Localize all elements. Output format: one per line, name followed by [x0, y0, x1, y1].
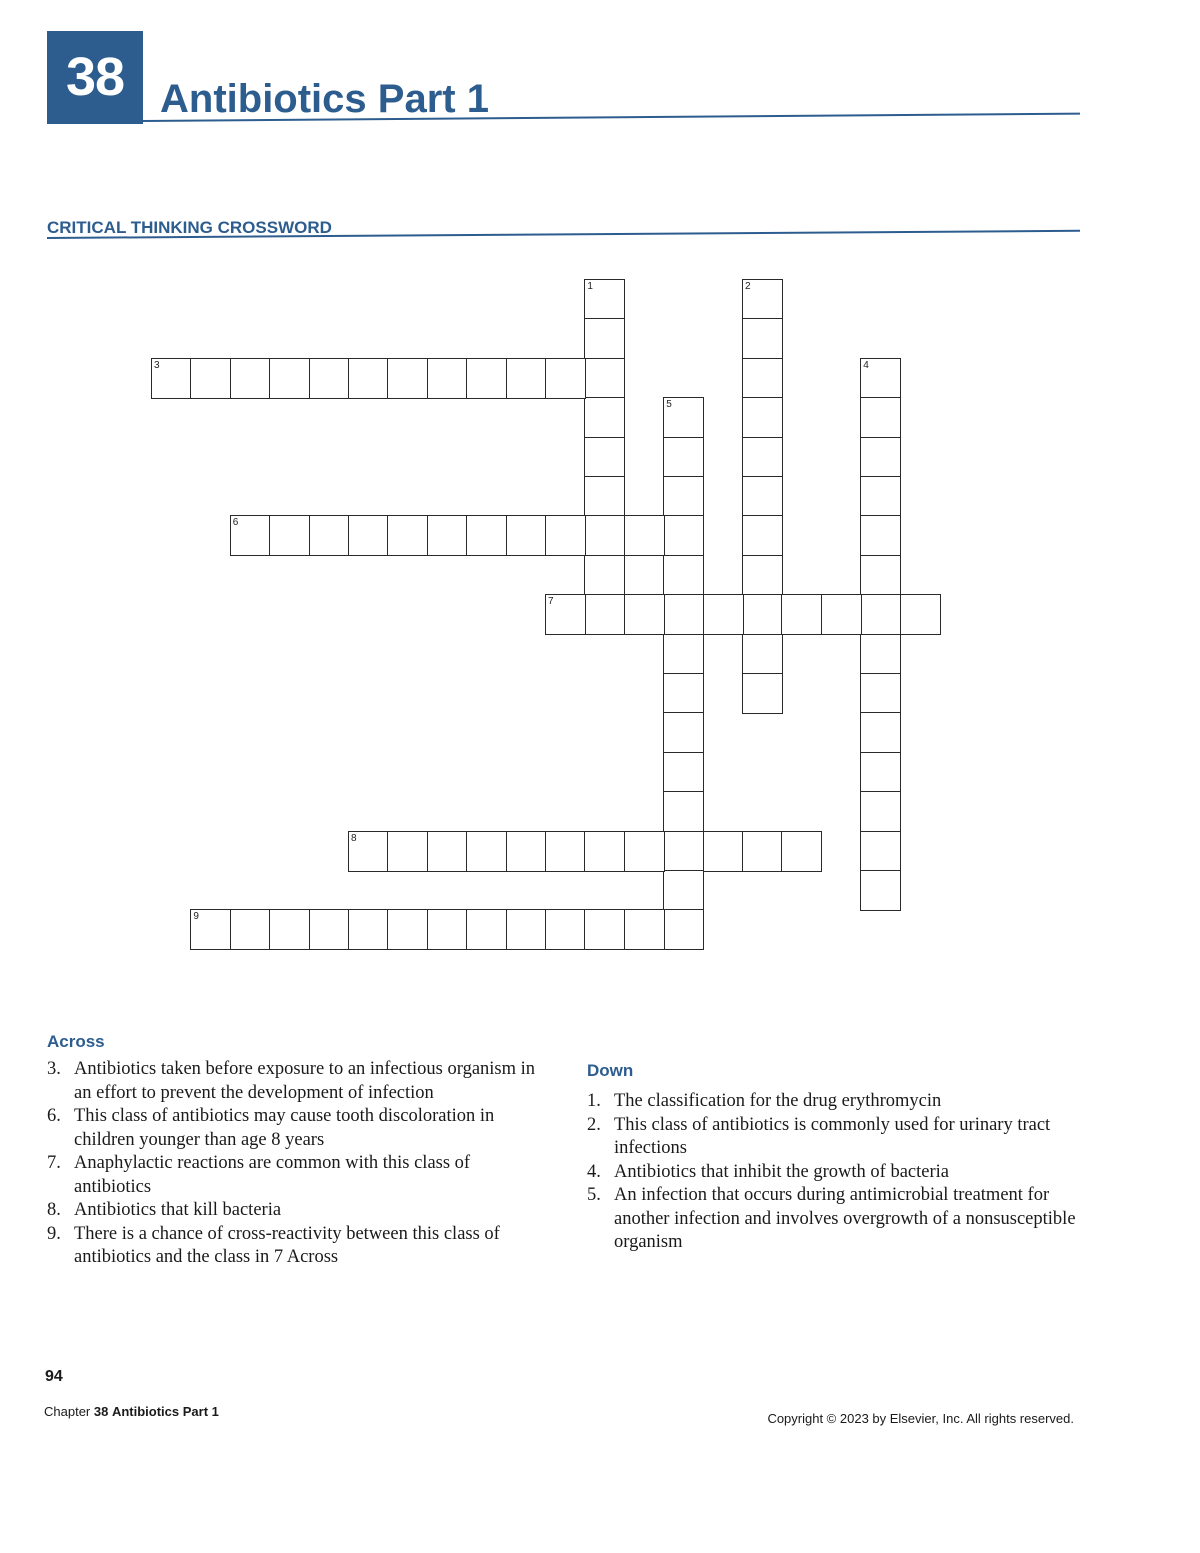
crossword-cell[interactable]	[860, 358, 901, 399]
clue-number: 9.	[47, 1223, 61, 1244]
crossword-cell[interactable]	[309, 909, 350, 950]
clue-number: 1.	[587, 1091, 601, 1111]
crossword-cell[interactable]	[584, 909, 625, 950]
crossword-cell[interactable]	[663, 397, 704, 438]
down-clue	[587, 1184, 1087, 1255]
crossword-cell[interactable]	[663, 712, 704, 753]
crossword-cell[interactable]	[860, 831, 901, 872]
crossword-cell[interactable]	[584, 358, 625, 399]
crossword-cell[interactable]	[269, 358, 310, 399]
crossword-cell[interactable]	[860, 870, 901, 911]
crossword-cell[interactable]	[624, 594, 665, 635]
crossword-cell[interactable]	[584, 397, 625, 438]
crossword-cell[interactable]	[860, 555, 901, 596]
crossword-cell[interactable]	[427, 831, 468, 872]
crossword-cell[interactable]	[742, 318, 783, 359]
crossword-cell[interactable]	[230, 909, 271, 950]
crossword-cell[interactable]	[663, 634, 704, 675]
crossword-cell[interactable]	[663, 437, 704, 478]
crossword-cell[interactable]	[663, 752, 704, 793]
crossword-cell[interactable]	[742, 397, 783, 438]
crossword-cell[interactable]	[663, 909, 704, 950]
crossword-cell-number: 1	[587, 281, 593, 292]
crossword-cell[interactable]	[427, 358, 468, 399]
crossword-cell[interactable]	[387, 909, 428, 950]
crossword-cell[interactable]	[584, 437, 625, 478]
crossword-cell[interactable]	[584, 515, 625, 556]
clue-text: The classification for the drug erythromycin	[614, 1091, 942, 1111]
down-clue-list	[587, 1090, 1087, 1255]
clue-text: This class of antibiotics may cause tooth discoloration in children younger than age 8 years	[74, 1106, 495, 1150]
crossword-cell[interactable]	[387, 831, 428, 872]
crossword-cell[interactable]	[309, 515, 350, 556]
crossword-cell-number: 4	[863, 359, 869, 371]
crossword-cell-number: 5	[666, 399, 672, 411]
down-clue	[587, 1090, 1087, 1114]
crossword-cell[interactable]	[584, 831, 625, 872]
crossword-cell[interactable]	[348, 831, 389, 872]
crossword-cell[interactable]	[742, 673, 783, 714]
down-heading: Down	[587, 1061, 634, 1080]
across-clue	[47, 1152, 547, 1199]
crossword-cell[interactable]	[860, 712, 901, 753]
crossword-cell[interactable]	[742, 555, 783, 596]
clue-number: 7.	[47, 1153, 61, 1173]
crossword-cell[interactable]	[427, 909, 468, 950]
crossword-cell[interactable]	[269, 909, 310, 950]
crossword-cell[interactable]	[860, 752, 901, 793]
crossword-cell[interactable]	[230, 515, 271, 556]
crossword-cell[interactable]	[584, 555, 625, 596]
crossword-cell[interactable]	[663, 791, 704, 832]
crossword-cell[interactable]	[860, 515, 901, 556]
crossword-cell[interactable]	[584, 279, 625, 320]
crossword-cell[interactable]	[427, 515, 468, 556]
crossword-cell[interactable]	[506, 831, 547, 872]
crossword-cell[interactable]	[860, 397, 901, 438]
crossword-cell[interactable]	[624, 515, 665, 556]
crossword-cell[interactable]	[348, 909, 389, 950]
crossword-cell[interactable]	[742, 594, 783, 635]
crossword-cell[interactable]	[545, 831, 586, 872]
crossword-cell[interactable]	[860, 791, 901, 832]
crossword-cell[interactable]	[663, 594, 704, 635]
crossword-cell[interactable]	[506, 358, 547, 399]
crossword-cell[interactable]	[742, 437, 783, 478]
crossword-cell[interactable]	[663, 476, 704, 517]
crossword-cell[interactable]	[387, 515, 428, 556]
footer-chapter-number: 38	[93, 1404, 109, 1419]
crossword-cell[interactable]	[663, 555, 704, 596]
clue-text: Anaphylactic reactions are common with this class of antibiotics	[74, 1153, 471, 1197]
crossword-cell[interactable]	[584, 318, 625, 359]
down-clue	[587, 1114, 1087, 1161]
crossword-cell[interactable]	[703, 594, 744, 635]
crossword-cell-number: 7	[548, 596, 554, 608]
crossword-cell[interactable]	[506, 909, 547, 950]
crossword-cell[interactable]	[466, 909, 507, 950]
crossword-cell[interactable]	[584, 476, 625, 517]
page-number: 94	[45, 1368, 63, 1385]
crossword-cell[interactable]	[545, 358, 586, 399]
section-title: CRITICAL THINKING CROSSWORD	[47, 218, 332, 237]
crossword-cell[interactable]	[742, 634, 783, 675]
chapter-title: Antibiotics Part 1	[160, 77, 489, 121]
clue-text: Antibiotics that inhibit the growth of bacteria	[614, 1161, 949, 1182]
crossword-cell[interactable]	[663, 673, 704, 714]
crossword-cell[interactable]	[742, 515, 783, 556]
chapter-number-badge: 38	[47, 31, 143, 124]
crossword-cell[interactable]	[545, 594, 586, 635]
crossword-cell[interactable]	[860, 634, 901, 675]
crossword-cell[interactable]	[348, 515, 389, 556]
clue-text: This class of antibiotics is commonly used for urinary tract infections	[614, 1114, 1051, 1158]
clue-number: 5.	[587, 1185, 601, 1205]
clue-number: 2.	[587, 1114, 601, 1135]
crossword-cell[interactable]	[860, 594, 901, 635]
clue-number: 8.	[47, 1200, 61, 1220]
crossword-cell[interactable]	[663, 515, 704, 556]
crossword-cell[interactable]	[703, 831, 744, 872]
clue-number: 3.	[47, 1059, 61, 1079]
crossword-cell[interactable]	[309, 358, 350, 399]
crossword-cell[interactable]	[663, 870, 704, 911]
crossword-cell[interactable]	[624, 909, 665, 950]
crossword-cell[interactable]	[545, 909, 586, 950]
footer-chapter-label	[44, 1404, 219, 1419]
footer-chapter-prefix: Chapter	[44, 1404, 91, 1419]
clue-text: Antibiotics taken before exposure to an infectious organism in an effort to prevent the development of infection	[74, 1059, 536, 1103]
crossword-cell[interactable]	[781, 831, 822, 872]
crossword-cell[interactable]	[860, 476, 901, 517]
crossword-cell[interactable]	[663, 831, 704, 872]
crossword-cell[interactable]	[781, 594, 822, 635]
copyright-notice: Copyright © 2023 by Elsevier, Inc. All rights reserved.	[767, 1411, 1074, 1426]
across-heading: Across	[47, 1032, 105, 1051]
crossword-cell[interactable]	[742, 279, 783, 320]
crossword-cell[interactable]	[821, 594, 862, 635]
clue-text: An infection that occurs during antimicrobial treatment for another infection and involves overgrowth of a nonsusceptible organism	[614, 1185, 1076, 1252]
across-clue-list	[47, 1058, 547, 1270]
crossword-cell-number: 6	[232, 517, 239, 529]
across-clue	[47, 1105, 547, 1152]
crossword-cell[interactable]	[900, 594, 941, 635]
crossword-cell[interactable]	[466, 831, 507, 872]
crossword-cell[interactable]	[545, 515, 586, 556]
crossword-cell-number: 3	[154, 359, 160, 371]
clue-number: 6.	[47, 1106, 61, 1126]
crossword-cell[interactable]	[348, 358, 389, 399]
crossword-cell[interactable]	[269, 515, 310, 556]
down-clue	[587, 1161, 1087, 1185]
crossword-cell[interactable]	[506, 515, 547, 556]
clue-number: 4.	[587, 1161, 601, 1182]
crossword-cell[interactable]	[387, 358, 428, 399]
footer-chapter-title: Antibiotics Part 1	[111, 1404, 219, 1419]
crossword-cell-number: 8	[351, 832, 357, 844]
across-clue	[47, 1058, 547, 1105]
crossword-cell-number: 2	[745, 281, 751, 292]
crossword-cell[interactable]	[742, 358, 783, 399]
crossword-cell[interactable]	[230, 358, 271, 399]
across-clue	[47, 1199, 547, 1223]
crossword-cell[interactable]	[584, 594, 625, 635]
crossword-cell[interactable]	[190, 909, 231, 950]
clue-text: Antibiotics that kill bacteria	[74, 1200, 282, 1220]
crossword-cell[interactable]	[860, 673, 901, 714]
crossword-cell[interactable]	[742, 476, 783, 517]
crossword-cell[interactable]	[860, 437, 901, 478]
crossword-cell[interactable]	[466, 358, 507, 399]
crossword-cell[interactable]	[742, 831, 783, 872]
crossword-cell[interactable]	[466, 515, 507, 556]
crossword-cell[interactable]	[190, 358, 231, 399]
crossword-cell[interactable]	[624, 831, 665, 872]
crossword-cell-number: 9	[193, 911, 199, 923]
across-clue	[47, 1223, 547, 1270]
clue-text: There is a chance of cross-reactivity between this class of antibiotics and the class in 7 Across	[74, 1223, 500, 1267]
crossword-cell[interactable]	[151, 358, 192, 399]
